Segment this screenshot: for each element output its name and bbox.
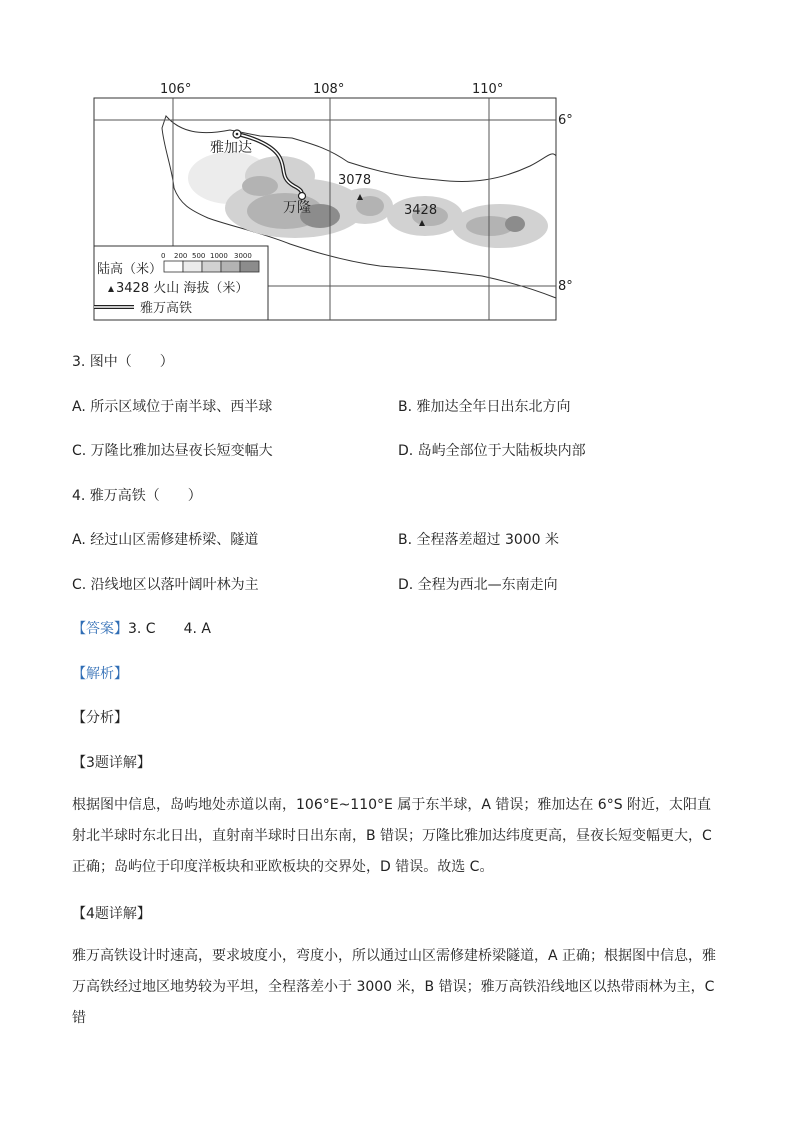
detail-4-label: 【4题详解】 <box>72 906 151 922</box>
map-legend <box>94 246 268 320</box>
q4-option-c: C. 沿线地区以落叶阔叶林为主 <box>72 577 259 593</box>
q3-stem: 3. 图中（ ） <box>72 354 174 370</box>
legend-scale-0: 0 <box>161 252 166 260</box>
bandung-label: 万隆 <box>283 200 311 216</box>
q4-option-a: A. 经过山区需修建桥梁、隧道 <box>72 532 259 548</box>
q3-option-b: B. 雅加达全年日出东北方向 <box>398 399 571 415</box>
jakarta-label: 雅加达 <box>210 140 252 156</box>
bandung-marker <box>299 193 306 200</box>
legend-land-height: 陆高（米） <box>97 262 163 277</box>
answer-line <box>72 618 211 638</box>
q4-option-d: D. 全程为西北—东南走向 <box>398 577 558 593</box>
analysis-label: 【解析】 <box>72 666 128 682</box>
legend-scale-1000: 1000 <box>210 252 228 260</box>
q3-option-a: A. 所示区域位于南半球、西半球 <box>72 399 273 415</box>
legend-scale-500: 500 <box>192 252 206 260</box>
lat-label-8: 8° <box>558 279 573 294</box>
q3-option-c: C. 万隆比雅加达昼夜长短变幅大 <box>72 443 273 459</box>
legend-scale-200: 200 <box>174 252 188 260</box>
q3-option-d: D. 岛屿全部位于大陆板块内部 <box>398 443 586 459</box>
lon-label-108: 108° <box>313 82 345 97</box>
answer-label: 【答案】 <box>72 621 128 637</box>
lon-label-106: 106° <box>160 82 192 97</box>
q4-stem: 4. 雅万高铁（ ） <box>72 488 202 504</box>
answer-text: 3. C 4. A <box>128 621 211 637</box>
detail-3-label: 【3题详解】 <box>72 755 151 771</box>
lat-label-6: 6° <box>558 113 573 128</box>
fenxi-label: 【分析】 <box>72 710 128 726</box>
java-map <box>80 76 573 322</box>
legend-scale-3000: 3000 <box>234 252 252 260</box>
detail-4-text: 雅万高铁设计时速高，要求坡度小，弯度小，所以通过山区需修建桥梁隧道，A 正确；根据图中信息，雅万高铁经过地区地势较为平坦，全程落差小于 3000 米，B 错误；雅万高铁沿线地区以热带雨林为主，C 错 <box>72 948 717 1026</box>
peak-label-3428: 3428 <box>404 203 438 218</box>
q4-option-b: B. 全程落差超过 3000 米 <box>398 532 560 548</box>
lon-label-110: 110° <box>472 82 504 97</box>
detail-3-text: 根据图中信息，岛屿地处赤道以南，106°E~110°E 属于东半球，A 错误；雅加达在 6°S 附近，太阳直射北半球时东北日出，直射南半球时日出东南，B 错误；万隆比雅加达纬度更高，昼夜长短变幅更大，C 正确；岛屿位于印度洋板块和亚欧板块的交界处，D 错误。故选 C。 <box>72 797 712 875</box>
legend-volcano: 3428 火山 海拔（米） <box>116 281 249 296</box>
legend-railway: 雅万高铁 <box>140 301 193 316</box>
peak-label-3078: 3078 <box>338 173 372 188</box>
